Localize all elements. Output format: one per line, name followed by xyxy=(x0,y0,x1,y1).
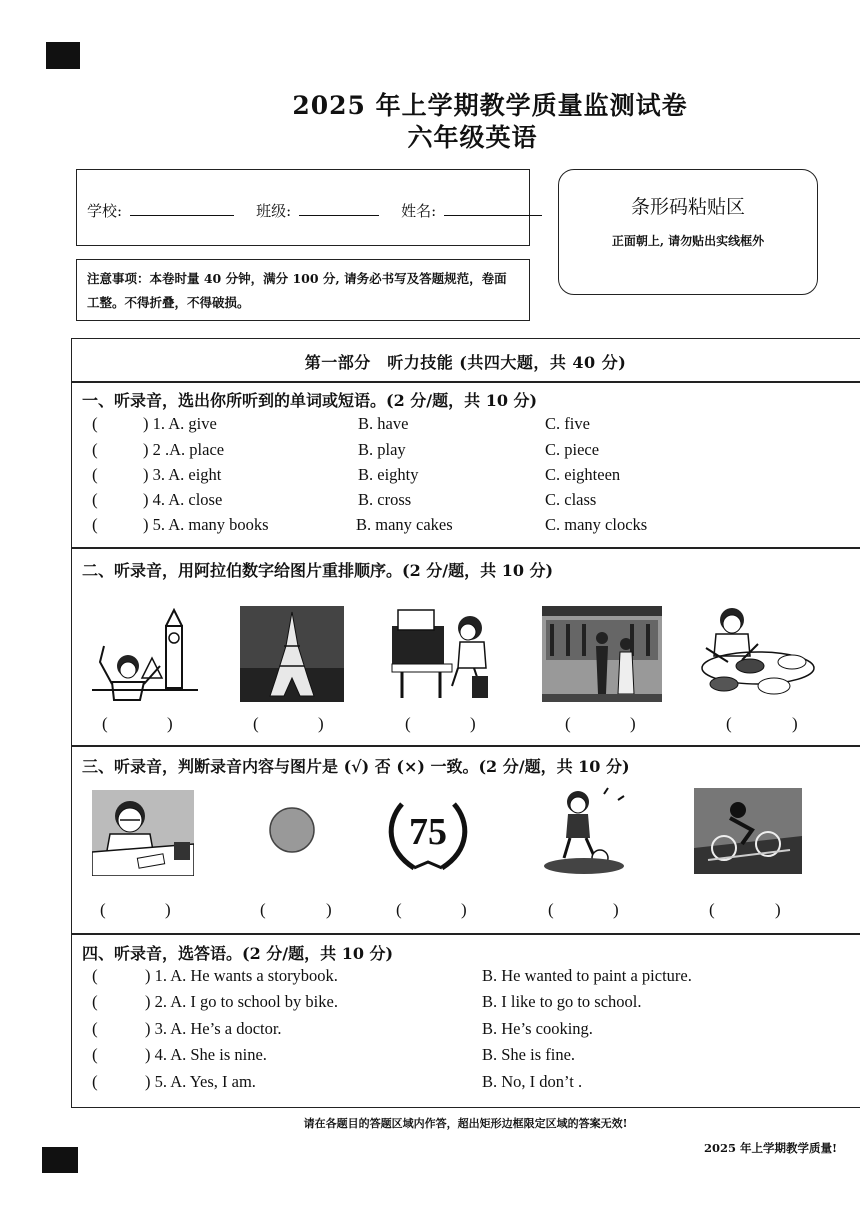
answer-paren[interactable]: ( xyxy=(92,992,98,1011)
q5-option-b: B. No, I don’t . xyxy=(482,1072,583,1091)
answer-paren[interactable]: ( xyxy=(726,714,732,733)
q3-option-b: B. He’s cooking. xyxy=(482,1019,593,1038)
answer-paren: ) xyxy=(630,714,636,733)
page-footer: 2025 年上学期教学质量! xyxy=(704,1141,838,1155)
answer-paren[interactable]: ( xyxy=(92,966,98,985)
q3-option-c: C. eighteen xyxy=(545,465,621,484)
number-75-wreath-picture xyxy=(380,792,476,874)
answer-paren: ) xyxy=(470,714,476,733)
barcode-note: 正面朝上, 请勿贴出实线框外 xyxy=(611,234,765,248)
q5-option-a: ) 5. A. many books xyxy=(143,515,269,534)
q4-option-b: B. She is fine. xyxy=(482,1045,576,1064)
school-label: 学校: xyxy=(87,202,123,220)
answer-paren[interactable]: ( xyxy=(92,440,98,459)
footer-note: 请在各题目的答题区域内作答，超出矩形边框限定区域的答案无效! xyxy=(303,1117,628,1130)
school-field[interactable] xyxy=(130,200,234,216)
class-label: 班级: xyxy=(256,202,292,220)
q5-option-b: B. many cakes xyxy=(356,515,453,534)
q3-option-a: ) 3. A. eight xyxy=(143,465,222,484)
answer-paren[interactable]: ( xyxy=(92,1019,98,1038)
q3-option-a: ) 3. A. He’s a doctor. xyxy=(145,1019,282,1038)
answer-paren[interactable]: ( xyxy=(92,490,98,509)
answer-paren: ) xyxy=(326,900,332,919)
answer-paren[interactable]: ( xyxy=(396,900,402,919)
exam-subtitle: 六年级英语 xyxy=(407,123,538,152)
q1-option-b: B. He wanted to paint a picture. xyxy=(482,966,692,985)
notice-text: 注意事项：本卷时量 40 分钟，满分 100 分, 请务必书写及答题规范，卷面工整。不得折叠，不得破损。 xyxy=(87,271,507,310)
answer-paren[interactable]: ( xyxy=(253,714,259,733)
q4-option-b: B. cross xyxy=(358,490,412,509)
boy-studying-picture xyxy=(92,790,194,876)
answer-paren[interactable]: ( xyxy=(405,714,411,733)
q2-option-b: B. I like to go to school. xyxy=(482,992,642,1011)
answer-paren: ) xyxy=(792,714,798,733)
name-label: 姓名: xyxy=(401,202,437,220)
answer-paren[interactable]: ( xyxy=(548,900,554,919)
answer-paren: ) xyxy=(775,900,781,919)
q4-option-c: C. class xyxy=(545,490,597,509)
barcode-title: 条形码粘贴区 xyxy=(630,196,745,218)
q2-option-a: ) 2. A. I go to school by bike. xyxy=(145,992,338,1011)
answer-paren[interactable]: ( xyxy=(100,900,106,919)
q5-option-c: C. many clocks xyxy=(545,515,648,534)
man-bike-picture xyxy=(694,788,802,874)
boy-big-ben-picture xyxy=(92,608,198,702)
q3-option-b: B. eighty xyxy=(358,465,419,484)
answer-paren: ) xyxy=(165,900,171,919)
student-info-box xyxy=(76,169,530,246)
answer-paren[interactable]: ( xyxy=(102,714,108,733)
answer-paren: ) xyxy=(318,714,324,733)
q1-option-c: C. five xyxy=(545,414,590,433)
section2-heading: 二、听录音，用阿拉伯数字给图片重排顺序。(2 分/题，共 10 分) xyxy=(82,561,554,580)
answer-paren[interactable]: ( xyxy=(92,465,98,484)
answer-paren[interactable]: ( xyxy=(709,900,715,919)
answer-paren[interactable]: ( xyxy=(92,414,98,433)
answer-paren[interactable]: ( xyxy=(260,900,266,919)
boy-football-picture xyxy=(540,786,630,876)
answer-paren: ) xyxy=(167,714,173,733)
answer-paren[interactable]: ( xyxy=(92,515,98,534)
q2-option-a: ) 2 .A. place xyxy=(143,440,225,459)
position-marker-bottom xyxy=(42,1147,78,1173)
answer-paren: ) xyxy=(613,900,619,919)
q1-option-a: ) 1. A. He wants a storybook. xyxy=(145,966,338,985)
q4-option-a: ) 4. A. She is nine. xyxy=(145,1045,267,1064)
exam-title: 2025 年上学期教学质量监测试卷 xyxy=(292,91,688,120)
answer-paren[interactable]: ( xyxy=(92,1072,98,1091)
class-field[interactable] xyxy=(299,200,379,216)
q1-option-a: ) 1. A. give xyxy=(143,414,217,433)
ball-picture xyxy=(268,806,316,854)
girl-piano-picture xyxy=(388,606,492,702)
q2-option-c: C. piece xyxy=(545,440,600,459)
q5-option-a: ) 5. A. Yes, I am. xyxy=(145,1072,256,1091)
answer-paren[interactable]: ( xyxy=(92,1045,98,1064)
answer-paren[interactable]: ( xyxy=(565,714,571,733)
shopping-picture xyxy=(542,606,662,702)
boy-eating-picture xyxy=(698,604,816,702)
notice-box xyxy=(76,259,530,321)
divider xyxy=(71,745,860,747)
answer-paren: ) xyxy=(461,900,467,919)
eiffel-tower-picture xyxy=(240,606,344,702)
q2-option-b: B. play xyxy=(358,440,406,459)
divider xyxy=(71,547,860,549)
q4-option-a: ) 4. A. close xyxy=(143,490,223,509)
barcode-area xyxy=(558,169,818,295)
q1-option-b: B. have xyxy=(358,414,409,433)
divider xyxy=(71,381,860,383)
divider xyxy=(71,933,860,935)
section4-heading: 四、听录音，选答语。(2 分/题，共 10 分) xyxy=(82,944,394,963)
section1-heading: 一、听录音，选出你所听到的单词或短语。(2 分/题，共 10 分) xyxy=(82,391,538,410)
part-title: 第一部分 听力技能 (共四大题，共 40 分) xyxy=(304,353,627,372)
badge-number: 75 xyxy=(409,811,447,853)
name-field[interactable] xyxy=(444,200,542,216)
position-marker-top xyxy=(46,42,80,69)
section3-heading: 三、听录音，判断录音内容与图片是 (√) 否 (×) 一致。(2 分/题，共 10 分) xyxy=(82,757,630,776)
